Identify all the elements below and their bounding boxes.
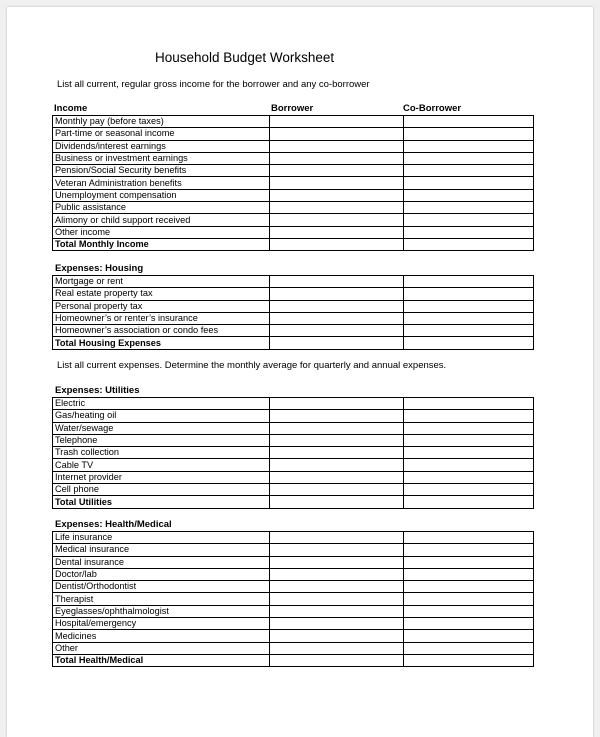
row-label: Part-time or seasonal income (53, 128, 270, 140)
row-label: Eyeglasses/ophthalmologist (53, 605, 270, 617)
table-row (53, 152, 534, 164)
utilities-table (52, 397, 534, 509)
row-label: Medicines (53, 630, 270, 642)
borrower-amount-cell[interactable] (270, 654, 404, 666)
row-label: Water/sewage (53, 422, 270, 434)
table-row (53, 447, 534, 459)
borrower-amount-cell[interactable] (270, 434, 404, 446)
medical-heading: Expenses: Health/Medical (55, 519, 172, 530)
borrower-column-header: Borrower (271, 103, 314, 114)
borrower-amount-cell[interactable] (270, 189, 404, 201)
table-row (53, 398, 534, 410)
co-borrower-amount-cell[interactable] (404, 593, 534, 605)
co-borrower-amount-cell[interactable] (404, 152, 534, 164)
co-borrower-amount-cell[interactable] (404, 654, 534, 666)
row-label: Cable TV (53, 459, 270, 471)
borrower-amount-cell[interactable] (270, 447, 404, 459)
income-instruction: List all current, regular gross income for the borrower and any co-borrower (57, 79, 370, 90)
row-label: Homeowner’s association or condo fees (53, 325, 270, 337)
table-row (53, 593, 534, 605)
borrower-amount-cell[interactable] (270, 568, 404, 580)
borrower-amount-cell[interactable] (270, 226, 404, 238)
borrower-amount-cell[interactable] (270, 337, 404, 349)
co-borrower-amount-cell[interactable] (404, 177, 534, 189)
row-label: Unemployment compensation (53, 189, 270, 201)
row-label: Therapist (53, 593, 270, 605)
row-label: Business or investment earnings (53, 152, 270, 164)
table-row (53, 276, 534, 288)
co-borrower-column-header: Co-Borrower (403, 103, 462, 114)
table-row (53, 202, 534, 214)
row-label: Monthly pay (before taxes) (53, 116, 270, 128)
housing-table (52, 275, 534, 350)
table-row (53, 642, 534, 654)
table-row (53, 544, 534, 556)
borrower-amount-cell[interactable] (270, 238, 404, 250)
borrower-amount-cell[interactable] (270, 116, 404, 128)
co-borrower-amount-cell[interactable] (404, 189, 534, 201)
row-label: Homeowner’s or renter’s insurance (53, 312, 270, 324)
housing-heading: Expenses: Housing (55, 263, 144, 274)
co-borrower-amount-cell[interactable] (404, 116, 534, 128)
row-label: Other (53, 642, 270, 654)
table-row (53, 484, 534, 496)
table-row (53, 214, 534, 226)
row-label: Pension/Social Security benefits (53, 165, 270, 177)
row-label: Dentist/Orthodontist (53, 581, 270, 593)
income-table (52, 115, 534, 251)
borrower-amount-cell[interactable] (270, 300, 404, 312)
borrower-amount-cell[interactable] (270, 410, 404, 422)
total-label: Total Health/Medical (53, 654, 270, 666)
borrower-amount-cell[interactable] (270, 459, 404, 471)
table-row (53, 471, 534, 483)
table-row (53, 581, 534, 593)
co-borrower-amount-cell[interactable] (404, 165, 534, 177)
borrower-amount-cell[interactable] (270, 312, 404, 324)
row-label: Medical insurance (53, 544, 270, 556)
row-label: Life insurance (53, 532, 270, 544)
co-borrower-amount-cell[interactable] (404, 128, 534, 140)
row-label: Cell phone (53, 484, 270, 496)
borrower-amount-cell[interactable] (270, 556, 404, 568)
borrower-amount-cell[interactable] (270, 128, 404, 140)
table-row (53, 422, 534, 434)
co-borrower-amount-cell[interactable] (404, 434, 534, 446)
co-borrower-amount-cell[interactable] (404, 422, 534, 434)
borrower-amount-cell[interactable] (270, 544, 404, 556)
total-label: Total Utilities (53, 496, 270, 508)
borrower-amount-cell[interactable] (270, 140, 404, 152)
borrower-amount-cell[interactable] (270, 152, 404, 164)
table-row (53, 459, 534, 471)
co-borrower-amount-cell[interactable] (404, 630, 534, 642)
row-label: Dividends/interest earnings (53, 140, 270, 152)
row-label: Dental insurance (53, 556, 270, 568)
borrower-amount-cell[interactable] (270, 422, 404, 434)
borrower-amount-cell[interactable] (270, 496, 404, 508)
co-borrower-amount-cell[interactable] (404, 312, 534, 324)
income-column-header: Income (54, 103, 88, 114)
utilities-table-body (53, 398, 534, 509)
row-label: Personal property tax (53, 300, 270, 312)
co-borrower-amount-cell[interactable] (404, 447, 534, 459)
utilities-total-row (53, 496, 534, 508)
table-row (53, 556, 534, 568)
co-borrower-amount-cell[interactable] (404, 288, 534, 300)
table-row (53, 410, 534, 422)
borrower-amount-cell[interactable] (270, 177, 404, 189)
co-borrower-amount-cell[interactable] (404, 202, 534, 214)
housing-table-body (53, 276, 534, 350)
row-label: Trash collection (53, 447, 270, 459)
co-borrower-amount-cell[interactable] (404, 238, 534, 250)
co-borrower-amount-cell[interactable] (404, 276, 534, 288)
table-row (53, 325, 534, 337)
total-label: Total Monthly Income (53, 238, 270, 250)
table-row (53, 128, 534, 140)
co-borrower-amount-cell[interactable] (404, 140, 534, 152)
borrower-amount-cell[interactable] (270, 630, 404, 642)
co-borrower-amount-cell[interactable] (404, 459, 534, 471)
table-row (53, 140, 534, 152)
co-borrower-amount-cell[interactable] (404, 214, 534, 226)
row-label: Internet provider (53, 471, 270, 483)
co-borrower-amount-cell[interactable] (404, 325, 534, 337)
co-borrower-amount-cell[interactable] (404, 471, 534, 483)
co-borrower-amount-cell[interactable] (404, 300, 534, 312)
co-borrower-amount-cell[interactable] (404, 532, 534, 544)
medical-table-body (53, 532, 534, 667)
medical-table (52, 531, 534, 667)
co-borrower-amount-cell[interactable] (404, 496, 534, 508)
row-label: Other income (53, 226, 270, 238)
borrower-amount-cell[interactable] (270, 325, 404, 337)
row-label: Electric (53, 398, 270, 410)
table-row (53, 288, 534, 300)
row-label: Doctor/lab (53, 568, 270, 580)
borrower-amount-cell[interactable] (270, 484, 404, 496)
borrower-amount-cell[interactable] (270, 202, 404, 214)
table-row (53, 177, 534, 189)
row-label: Hospital/emergency (53, 618, 270, 630)
borrower-amount-cell[interactable] (270, 618, 404, 630)
row-label: Mortgage or rent (53, 276, 270, 288)
total-label: Total Housing Expenses (53, 337, 270, 349)
table-row (53, 312, 534, 324)
co-borrower-amount-cell[interactable] (404, 337, 534, 349)
table-row (53, 226, 534, 238)
housing-total-row (53, 337, 534, 349)
utilities-heading: Expenses: Utilities (55, 385, 140, 396)
table-row (53, 116, 534, 128)
co-borrower-amount-cell[interactable] (404, 398, 534, 410)
co-borrower-amount-cell[interactable] (404, 544, 534, 556)
borrower-amount-cell[interactable] (270, 471, 404, 483)
co-borrower-amount-cell[interactable] (404, 484, 534, 496)
income-table-body (53, 116, 534, 251)
income-total-row (53, 238, 534, 250)
table-row (53, 165, 534, 177)
row-label: Gas/heating oil (53, 410, 270, 422)
borrower-amount-cell[interactable] (270, 288, 404, 300)
borrower-amount-cell[interactable] (270, 532, 404, 544)
page-title: Household Budget Worksheet (155, 50, 335, 65)
table-row (53, 568, 534, 580)
row-label: Real estate property tax (53, 288, 270, 300)
co-borrower-amount-cell[interactable] (404, 642, 534, 654)
borrower-amount-cell[interactable] (270, 214, 404, 226)
table-row (53, 189, 534, 201)
co-borrower-amount-cell[interactable] (404, 226, 534, 238)
row-label: Telephone (53, 434, 270, 446)
borrower-amount-cell[interactable] (270, 165, 404, 177)
row-label: Alimony or child support received (53, 214, 270, 226)
table-row (53, 618, 534, 630)
table-row (53, 300, 534, 312)
borrower-amount-cell[interactable] (270, 581, 404, 593)
table-row (53, 434, 534, 446)
row-label: Veteran Administration benefits (53, 177, 270, 189)
co-borrower-amount-cell[interactable] (404, 556, 534, 568)
table-row (53, 605, 534, 617)
co-borrower-amount-cell[interactable] (404, 410, 534, 422)
borrower-amount-cell[interactable] (270, 276, 404, 288)
row-label: Public assistance (53, 202, 270, 214)
co-borrower-amount-cell[interactable] (404, 568, 534, 580)
co-borrower-amount-cell[interactable] (404, 618, 534, 630)
borrower-amount-cell[interactable] (270, 642, 404, 654)
co-borrower-amount-cell[interactable] (404, 605, 534, 617)
borrower-amount-cell[interactable] (270, 605, 404, 617)
expenses-instruction: List all current expenses. Determine the monthly average for quarterly and annual expenses. (57, 360, 447, 371)
co-borrower-amount-cell[interactable] (404, 581, 534, 593)
table-row (53, 630, 534, 642)
medical-total-row (53, 654, 534, 666)
table-row (53, 532, 534, 544)
borrower-amount-cell[interactable] (270, 593, 404, 605)
borrower-amount-cell[interactable] (270, 398, 404, 410)
